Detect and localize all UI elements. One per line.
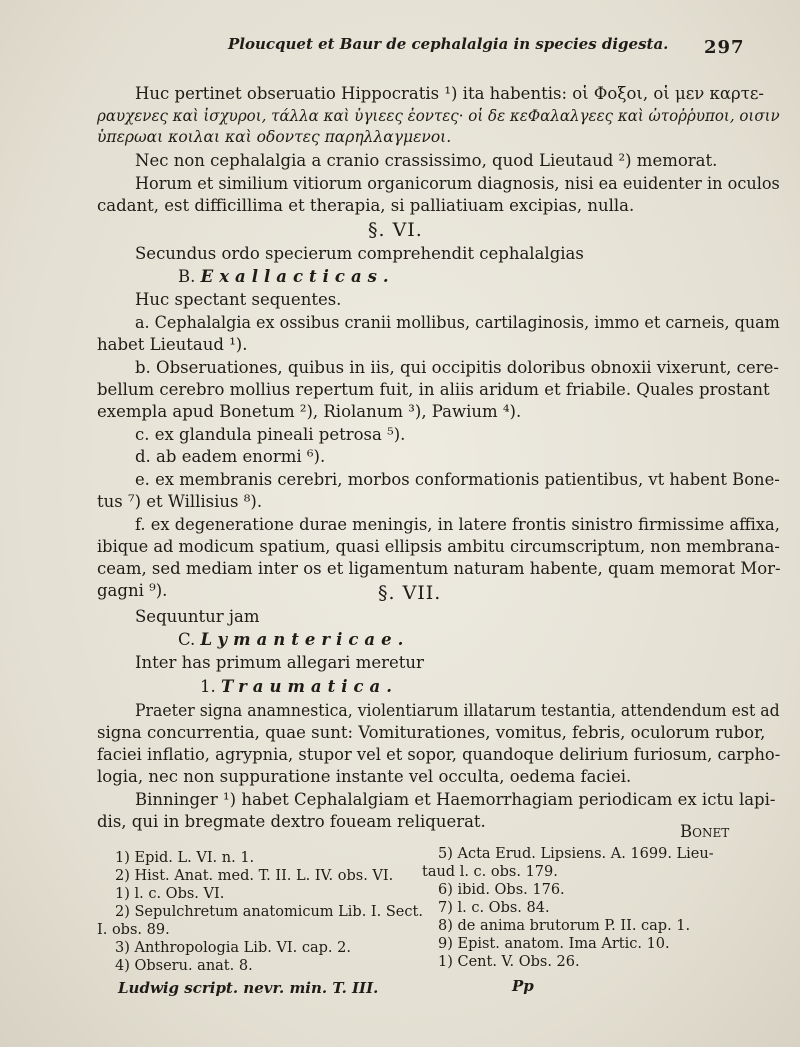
signature-mark: Pp bbox=[512, 977, 534, 995]
footnote: 1) Epid. L. VI. n. 1. bbox=[115, 850, 255, 866]
footnote: 8) de anima brutorum P. II. cap. 1. bbox=[438, 918, 691, 934]
text-line: faciei inflatio, agrypnia, stupor vel et sopor, quandoque delirium furiosum, carpho- bbox=[97, 745, 781, 764]
footnote: I. obs. 89. bbox=[97, 922, 170, 938]
text-line: exempla apud Bonetum ²), Riolanum ³), Pawium ⁴). bbox=[97, 402, 522, 421]
text-line: Secundus ordo specierum comprehendit cephalalgias bbox=[135, 244, 584, 263]
greek-line: ὑπερωαι κοιλαι καὶ οδοντες παρηλλαγμενοι. bbox=[97, 128, 452, 146]
text-line: ibique ad modicum spatium, quasi ellipsis ambitu circumscriptum, non membrana- bbox=[97, 537, 780, 556]
heading-word: Traumatica. bbox=[221, 677, 398, 696]
text-line: Horum et similium vitiorum organicorum diagnosis, nisi ea euidenter in oculos bbox=[135, 174, 780, 193]
heading-number: 1. bbox=[200, 677, 216, 696]
running-title: Ploucquet et Baur de cephalalgia in species digesta. bbox=[228, 35, 669, 53]
footnote: 3) Anthropologia Lib. VI. cap. 2. bbox=[115, 940, 351, 956]
text-line: a. Cephalalgia ex ossibus cranii mollibus, cartilaginosis, immo et carneis, quam bbox=[135, 313, 780, 332]
text-line: signa concurrentia, quae sunt: Vomiturationes, vomitus, febris, oculorum rubor, bbox=[97, 723, 766, 742]
section-heading: §. VII. bbox=[378, 582, 442, 604]
footnote: 5) Acta Erud. Lipsiens. A. 1699. Lieu- bbox=[438, 846, 714, 862]
text-line: gagni ⁹). bbox=[97, 581, 168, 600]
footnote: 2) Sepulchretum anatomicum Lib. I. Sect. bbox=[115, 904, 423, 920]
footer-signature: Ludwig script. nevr. min. T. III. bbox=[118, 979, 379, 997]
footnote: 9) Epist. anatom. Ima Artic. 10. bbox=[438, 936, 670, 952]
heading-letter: B. bbox=[178, 267, 196, 286]
text-line: Praeter signa anamnestica, violentiarum illatarum testantia, attendendum est ad bbox=[135, 701, 780, 720]
text-line: tus ⁷) et Willisius ⁸). bbox=[97, 492, 263, 511]
heading-letter: C. bbox=[178, 630, 196, 649]
footnote: 4) Obseru. anat. 8. bbox=[115, 958, 253, 974]
page-number: 297 bbox=[704, 37, 745, 58]
text-line: dis, qui in bregmate dextro foueam reliquerat. bbox=[97, 812, 486, 831]
subsection-heading bbox=[178, 630, 409, 650]
footnote: 1) l. c. Obs. VI. bbox=[115, 886, 225, 902]
text-line: Nec non cephalalgia a cranio crassissimo, quod Lieutaud ²) memorat. bbox=[135, 151, 718, 170]
text-line: ceam, sed mediam inter os et ligamentum naturam habente, quam memorat Mor- bbox=[97, 559, 781, 578]
text-line: cadant, est difficillima et therapia, si palliatiuam excipias, nulla. bbox=[97, 196, 635, 215]
footnote: 1) Cent. V. Obs. 26. bbox=[438, 954, 580, 970]
footnote: 2) Hist. Anat. med. T. II. L. IV. obs. VI. bbox=[115, 868, 394, 884]
section-heading: §. VI. bbox=[368, 219, 423, 241]
text-line: Binninger ¹) habet Cephalalgiam et Haemorrhagiam periodicam ex ictu lapi- bbox=[135, 790, 776, 809]
text-line: d. ab eadem enormi ⁶). bbox=[135, 447, 326, 466]
heading-word: Exallacticas. bbox=[200, 267, 395, 286]
text-line: c. ex glandula pineali petrosa ⁵). bbox=[135, 425, 406, 444]
text-line: Inter has primum allegari meretur bbox=[135, 653, 424, 672]
subsection-heading bbox=[200, 677, 398, 697]
text-line: Huc pertinet obseruatio Hippocratis ¹) ita habentis: οἱ Φοξοι, οἱ μεν καρτε- bbox=[135, 84, 764, 103]
footnote: taud l. c. obs. 179. bbox=[422, 864, 558, 880]
catchword: Bonet bbox=[680, 822, 730, 841]
text-line: e. ex membranis cerebri, morbos conformationis patientibus, vt habent Bone- bbox=[135, 470, 780, 489]
footnote: 6) ibid. Obs. 176. bbox=[438, 882, 565, 898]
greek-line: ραυχενες καὶ ἰσχυροι, τάλλα καὶ ὑγιεες ἐοντες· οἱ δε κεΦαλαλγεες καὶ ὠτοῤῥυποι, οισιν bbox=[97, 107, 780, 125]
subsection-heading bbox=[178, 267, 395, 287]
text-line: f. ex degeneratione durae meningis, in latere frontis sinistro firmissime affixa, bbox=[135, 515, 780, 534]
text-line: logia, nec non suppuratione instante vel occulta, oedema faciei. bbox=[97, 767, 632, 786]
text-line: bellum cerebro mollius repertum fuit, in aliis aridum et friabile. Quales prostant bbox=[97, 380, 770, 399]
text-line: Huc spectant sequentes. bbox=[135, 290, 342, 309]
footnote: 7) l. c. Obs. 84. bbox=[438, 900, 550, 916]
heading-word: Lymantericae. bbox=[200, 630, 410, 649]
text-line: b. Obseruationes, quibus in iis, qui occipitis doloribus obnoxii vixerunt, cere- bbox=[135, 358, 779, 377]
text-line: habet Lieutaud ¹). bbox=[97, 335, 248, 354]
text-line: Sequuntur jam bbox=[135, 607, 260, 626]
